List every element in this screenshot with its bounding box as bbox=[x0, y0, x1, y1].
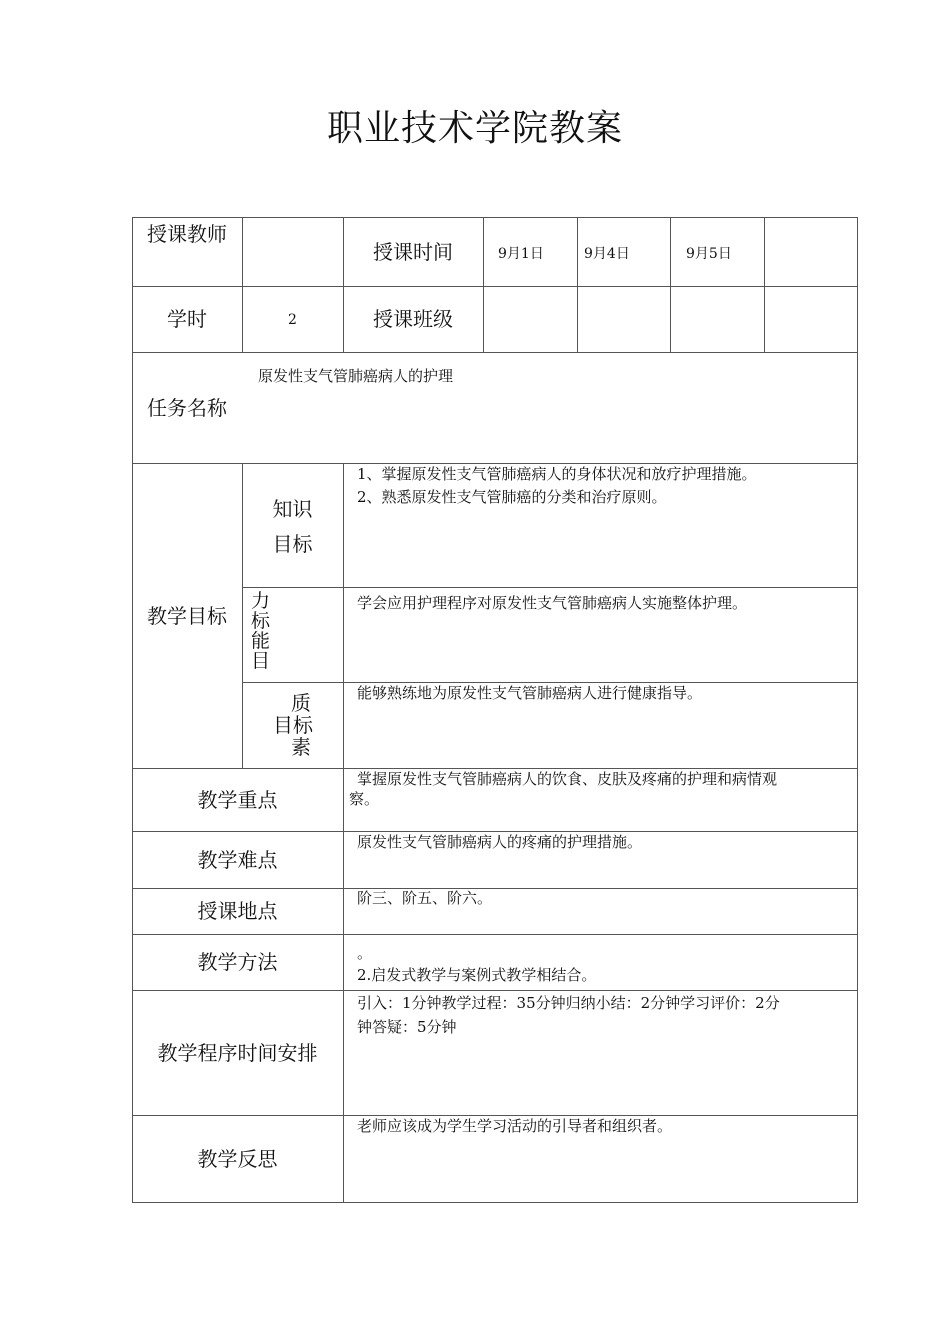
quality-value: 能够熟练地为原发性支气管肺癌病人进行健康指导。 bbox=[357, 684, 703, 702]
schedule-value-line1: 引入：1分钟教学过程：35分钟归纳小结：2分钟学习评价：2分 bbox=[357, 994, 780, 1012]
method-value-line2: 2.启发式教学与案例式教学相结合。 bbox=[357, 966, 597, 984]
ability-label: 力 标 能 目 bbox=[251, 590, 271, 672]
key-value-line2: 察。 bbox=[349, 790, 380, 808]
teacher-label: 授课教师 bbox=[147, 222, 227, 246]
table-border bbox=[242, 587, 858, 588]
hours-label: 学时 bbox=[167, 307, 207, 331]
reflection-label: 教学反思 bbox=[197, 1146, 278, 1171]
knowledge-label-1: 知识 bbox=[272, 497, 313, 521]
table-border bbox=[483, 217, 484, 352]
place-label: 授课地点 bbox=[197, 899, 278, 923]
date-3: 9月5日 bbox=[686, 246, 732, 262]
task-value: 原发性支气管肺癌病人的护理 bbox=[258, 367, 454, 385]
table-border bbox=[242, 217, 243, 352]
table-border bbox=[577, 217, 578, 352]
class-label: 授课班级 bbox=[373, 307, 453, 331]
table-border bbox=[343, 463, 344, 1202]
task-label: 任务名称 bbox=[147, 395, 227, 420]
knowledge-item: 1、掌握原发性支气管肺癌病人的身体状况和放疗护理措施。 bbox=[357, 465, 757, 483]
difficult-label: 教学难点 bbox=[197, 847, 278, 872]
ability-value: 学会应用护理程序对原发性支气管肺癌病人实施整体护理。 bbox=[357, 594, 748, 612]
quality-label-3: 素 bbox=[291, 735, 311, 759]
knowledge-label-2: 目标 bbox=[272, 532, 313, 556]
page-title: 职业技术学院教案 bbox=[326, 108, 623, 149]
schedule-value-line2: 钟答疑：5分钟 bbox=[357, 1018, 457, 1036]
quality-label-1: 质 bbox=[291, 691, 311, 715]
key-value-line1: 掌握原发性支气管肺癌病人的饮食、皮肤及疼痛的护理和病情观 bbox=[357, 770, 778, 788]
difficult-value: 原发性支气管肺癌病人的疼痛的护理措施。 bbox=[357, 833, 643, 851]
hours-value: 2 bbox=[288, 312, 297, 328]
method-value-line1: 。 bbox=[357, 944, 373, 962]
table-border bbox=[132, 1202, 858, 1203]
objectives-label: 教学目标 bbox=[147, 603, 227, 628]
table-border bbox=[857, 217, 858, 1202]
table-border bbox=[764, 217, 765, 352]
table-border bbox=[670, 217, 671, 352]
date-2: 9月4日 bbox=[584, 246, 630, 262]
date-1: 9月1日 bbox=[498, 246, 544, 262]
reflection-value: 老师应该成为学生学习活动的引导者和组织者。 bbox=[357, 1117, 673, 1135]
key-label: 教学重点 bbox=[197, 787, 278, 812]
schedule-label: 教学程序时间安排 bbox=[157, 1040, 318, 1065]
method-label: 教学方法 bbox=[197, 950, 278, 974]
quality-label-2: 目标 bbox=[273, 713, 313, 737]
knowledge-item: 2、熟悉原发性支气管肺癌的分类和治疗原则。 bbox=[357, 488, 667, 506]
place-value: 阶三、阶五、阶六。 bbox=[357, 889, 493, 907]
time-label: 授课时间 bbox=[373, 240, 453, 264]
